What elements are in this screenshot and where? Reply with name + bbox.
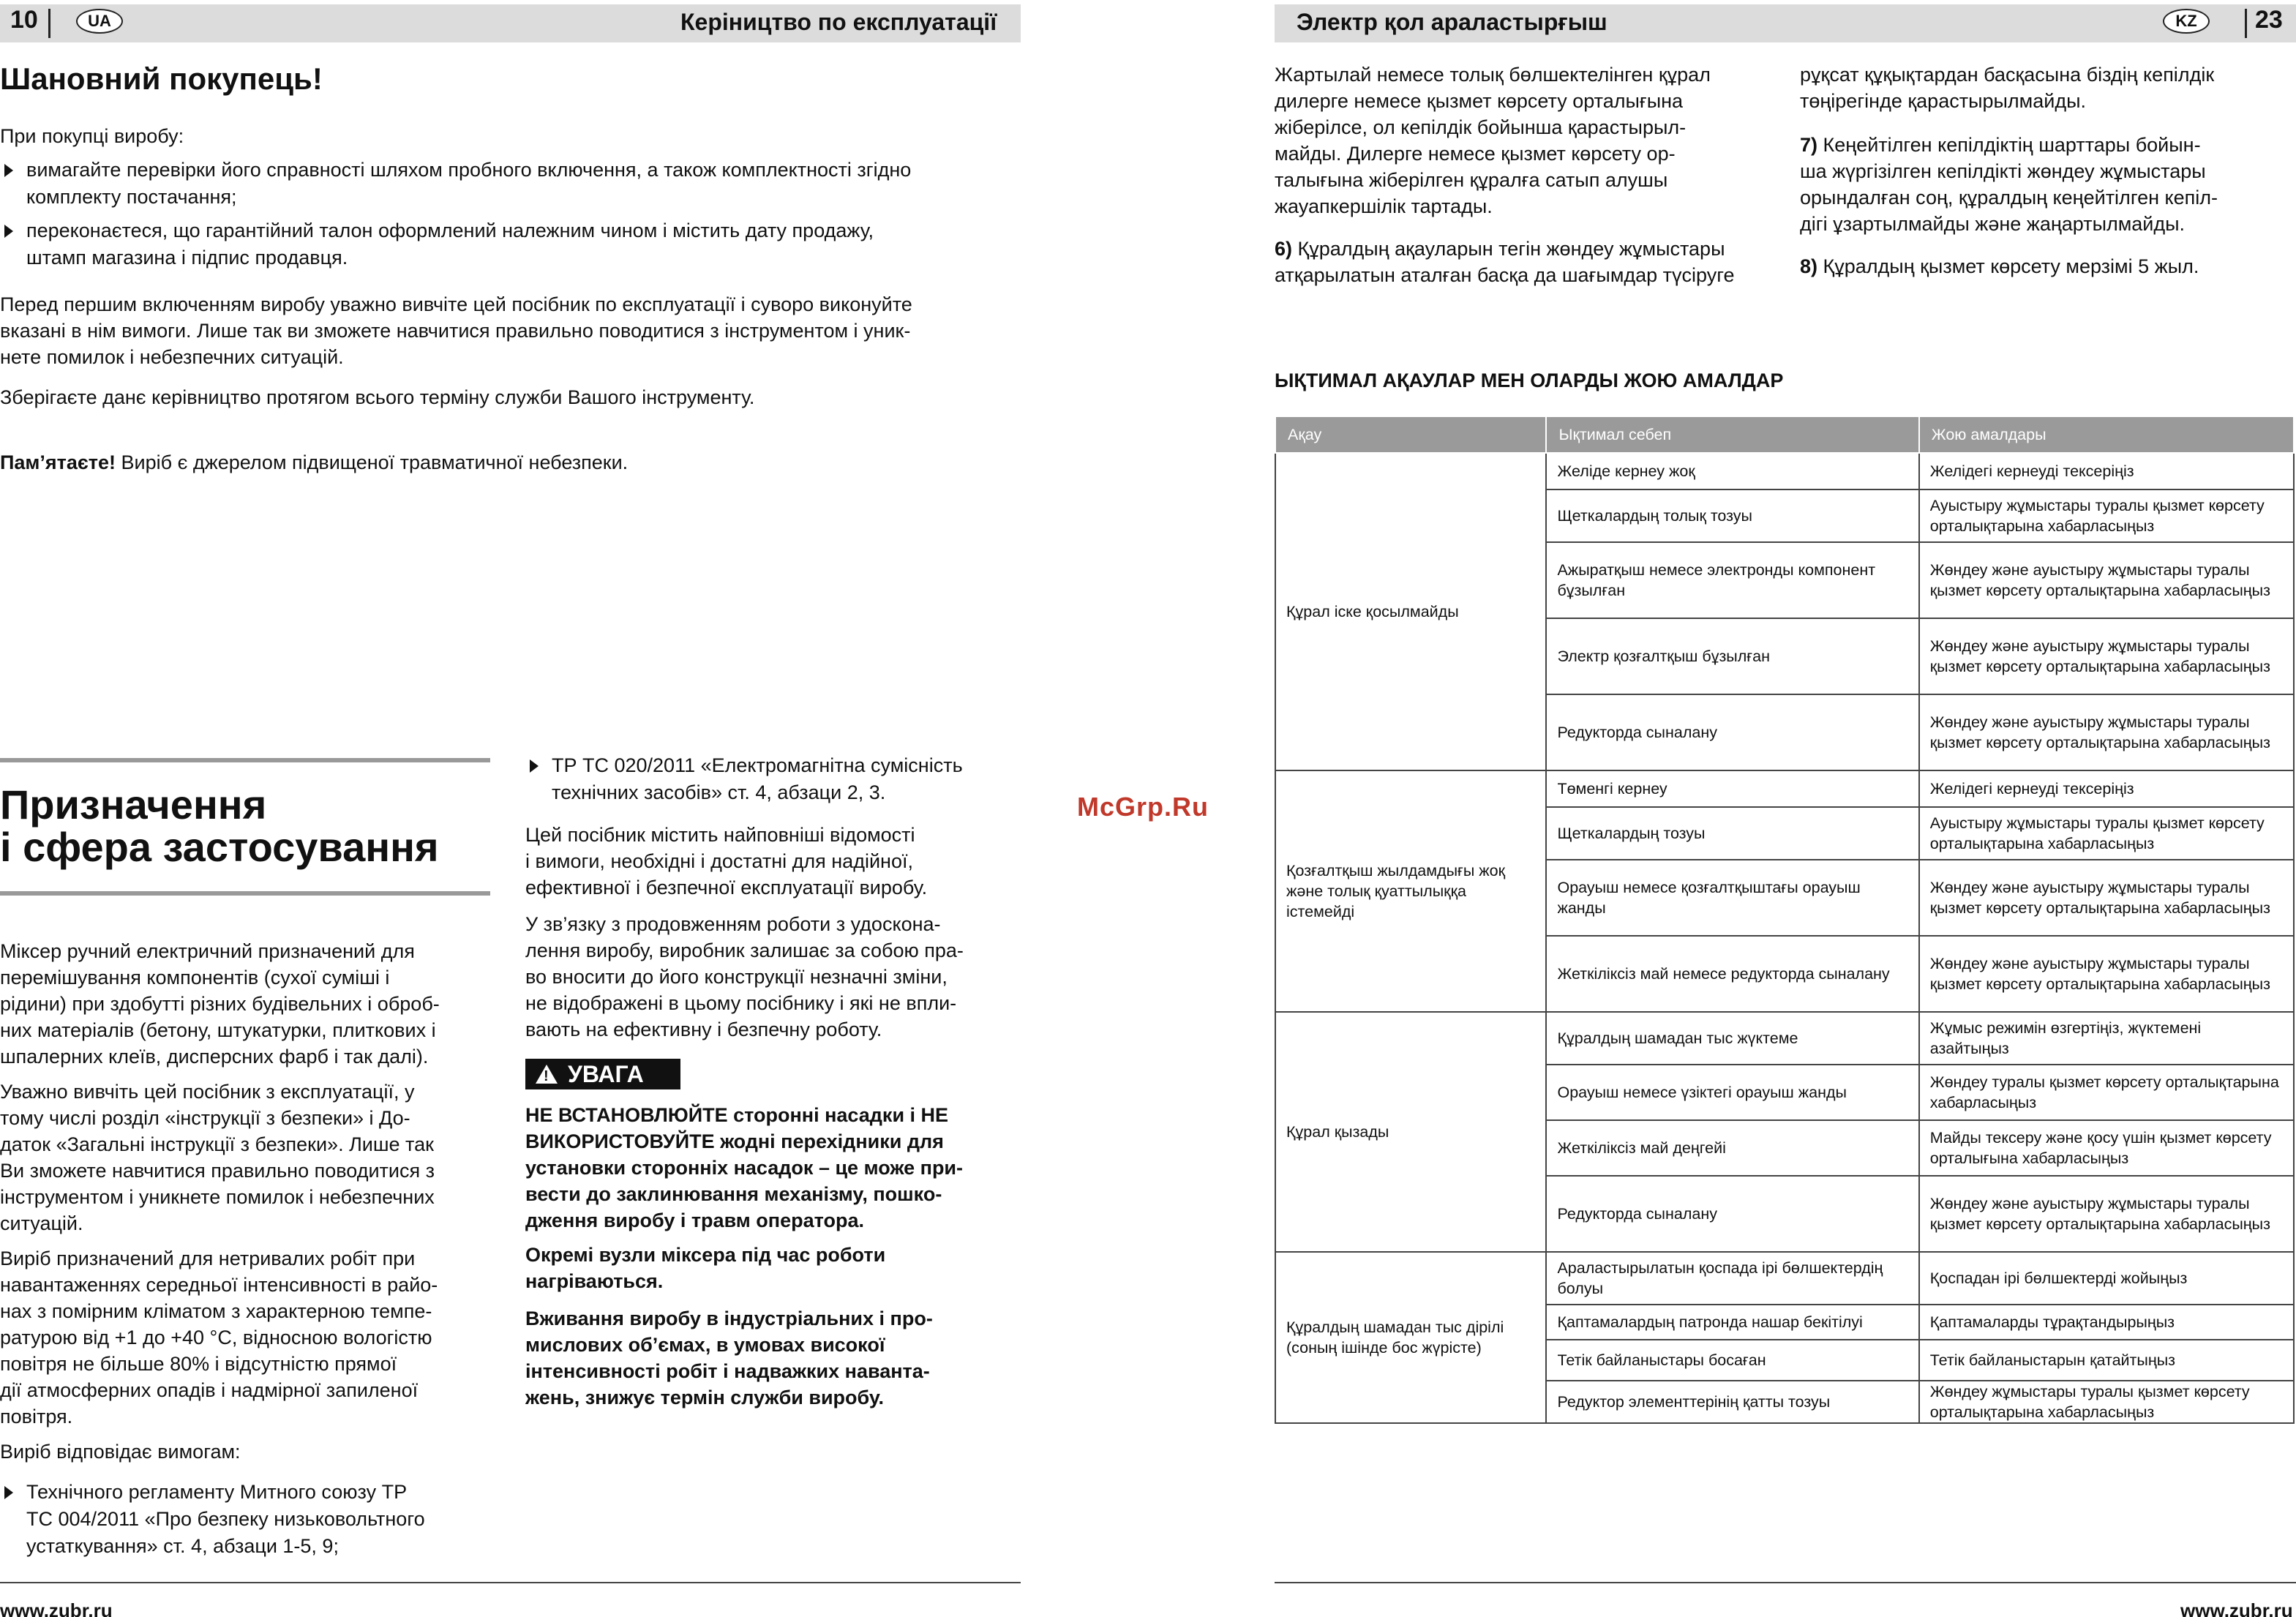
- remedy-cell: Желідегі кернеуді тексеріңіз: [1919, 770, 2294, 807]
- remedy-cell: Жұмыс режимін өзгертіңіз, жүктемені азайтыңыз: [1919, 1012, 2294, 1065]
- cause-cell: Орауыш немесе үзіктегі орауыш жанды: [1546, 1065, 1918, 1120]
- right-header-divider: [2245, 9, 2247, 38]
- right-page-number: 23: [2255, 6, 2283, 34]
- troubleshooting-title: ЫҚТИМАЛ АҚАУЛАР МЕН ОЛАРДЫ ЖОЮ АМАЛДАР: [1275, 369, 1784, 391]
- warning-heat-text: Окремі вузли міксера під час роботи нагріваються.: [525, 1244, 886, 1292]
- warning-icon: !: [536, 1065, 558, 1084]
- warning-badge: ! УВАГА: [525, 1059, 680, 1089]
- left-header-divider: [48, 9, 50, 38]
- cause-cell: Электр қозғалтқыш бұзылған: [1546, 618, 1918, 694]
- left-header-title: Керіництво по експлуатації: [680, 9, 997, 35]
- intro-text: При покупці виробу:: [0, 125, 184, 147]
- regulation-bullet: ТР ТС 020/2011 «Електромагнітна сумісність технічних засобів» ст. 4, абзаци 2, 3.: [525, 752, 1021, 806]
- purpose-paragraph: Міксер ручний електричний призначений для перемішування компонентів (сухої суміші і рідини) при здобутті різних будівельних і оброб- них матеріалів (бетону, штукатурки, плиткових і шпалерних клеїв, дисперсних фарб і так далі).: [0, 940, 440, 1068]
- column-header: Ақау: [1275, 416, 1546, 453]
- left-lang-badge: UA: [76, 9, 123, 34]
- manual-info-paragraph: Цей посібник містить найповніші відомості і вимоги, необхідні і достатні для надійної, ефективної і безпечної експлуатації виробу.: [525, 824, 928, 898]
- cause-cell: Жеткіліксіз май деңгейі: [1546, 1120, 1918, 1176]
- right-lang-badge: KZ: [2163, 9, 2210, 34]
- left-footer-url[interactable]: www.zubr.ru: [0, 1599, 113, 1617]
- fault-cell: Құрал іске қосылмайды: [1275, 453, 1546, 770]
- table-row: [1275, 1012, 2294, 1065]
- improvement-paragraph: У зв’язку з продовженням роботи з удоскона- лення виробу, виробник залишає за собою пра- во вносити до його конструкції незначні зміни, не відображені в цьому посібнику і які не впли- вають на ефективну і безпечну роботу.: [525, 913, 964, 1040]
- cause-cell: Желіде кернеу жоқ: [1546, 453, 1918, 489]
- table-row: [1275, 453, 2294, 489]
- cause-cell: Қаптамалардың патронда нашар бекітілуі: [1546, 1305, 1918, 1340]
- cause-cell: Араластырылатын қоспада ірі бөлшектердің болуы: [1546, 1252, 1918, 1305]
- table-header-row: [1275, 416, 2294, 453]
- remedy-cell: Жөндеу және ауыстыру жұмыстары туралы қызмет көрсету орталықтарына хабарласыңыз: [1919, 860, 2294, 936]
- cause-cell: Щеткалардың тозуы: [1546, 807, 1918, 860]
- cause-cell: Орауыш немесе қозғалтқыштағы орауыш жанды: [1546, 860, 1918, 936]
- right-header-title: Электр қол араластырғыш: [1297, 9, 1607, 35]
- bullet-icon: [4, 225, 13, 238]
- remedy-cell: Жөндеу және ауыстыру жұмыстары туралы қызмет көрсету орталықтарына хабарласыңыз: [1919, 936, 2294, 1012]
- cause-cell: Редуктор элементтерінің қатты тозуы: [1546, 1381, 1918, 1423]
- paragraph-before-use: Перед першим включенням виробу уважно вивчіте цей посібник по експлуатації і суворо виконуйте вказані в нім вимоги. Лише так ви зможете навчитися правильно поводитися з інструментом і уник- нете помилок і небезпечних ситуацій.: [0, 293, 912, 368]
- fault-cell: Құралдың шамадан тыс дірілі (соның ішінде бос жүрісте): [1275, 1252, 1546, 1423]
- study-paragraph: Уважно вивчіть цей посібник з експлуатації, у тому числі розділ «інструкції з безпеки» і До- даток «Загальні інструкції з безпеки». Лише так Ви зможете навчитися правильно поводитися з інструментом і уникнете помилок і небезпечних ситуацій.: [0, 1081, 435, 1234]
- greeting-heading: Шановний покупець!: [0, 61, 323, 96]
- cause-cell: Щеткалардың толық тозуы: [1546, 489, 1918, 542]
- remedy-cell: Жөндеу туралы қызмет көрсету орталықтарына хабарласыңыз: [1919, 1065, 2294, 1120]
- warranty-item-6: 6) Құралдың ақауларын тегін жөндеу жұмыстары атқарылатын аталған басқа да шағымдар түсіруге: [1275, 238, 1735, 286]
- bullet-icon: [530, 759, 539, 773]
- remedy-cell: Жөндеу және ауыстыру жұмыстары туралы қызмет көрсету орталықтарына хабарласыңыз: [1919, 542, 2294, 618]
- remedy-cell: Желідегі кернеуді тексеріңіз: [1919, 453, 2294, 489]
- section-title: Призначення і сфера застосування: [0, 781, 439, 870]
- remedy-cell: Қоспадан ірі бөлшектерді жойыңыз: [1919, 1252, 2294, 1305]
- section-rule-top: [0, 758, 490, 762]
- remedy-cell: Майды тексеру және қосу үшін қызмет көрсету орталығына хабарласыңыз: [1919, 1120, 2294, 1176]
- warning-industrial-text: Вживання виробу в індустріальних і про- мислових об’ємах, в умовах високої інтенсивності робіт і надважких наванта- жень, знижує термін служби виробу.: [525, 1308, 933, 1408]
- regulation-bullet: Технічного регламенту Митного союзу ТР ТС 004/2011 «Про безпеку низьковольтного устаткування» ст. 4, абзаци 1-5, 9;: [0, 1479, 492, 1560]
- bullet-item: вимагайте перевірки його справності шляхом пробного включення, а також комплектності згідно комплекту постачання;: [0, 157, 1021, 211]
- warranty-continued: рұқсат құқықтардан басқасына біздің кепілдік төңірегінде қарастырылмайды.: [1800, 64, 2215, 112]
- remedy-cell: Жөндеу жұмыстары туралы қызмет көрсету орталықтарына хабарласыңыз: [1919, 1381, 2294, 1423]
- cause-cell: Тетік байланыстары босаған: [1546, 1340, 1918, 1381]
- remedy-cell: Қаптамаларды тұрақтандырыңыз: [1919, 1305, 2294, 1340]
- cause-cell: Ажыратқыш немесе электронды компонент бұзылған: [1546, 542, 1918, 618]
- cause-cell: Төменгі кернеу: [1546, 770, 1918, 807]
- troubleshooting-table: [1275, 416, 2295, 1424]
- cause-cell: Жеткіліксіз май немесе редукторда сыналану: [1546, 936, 1918, 1012]
- cause-cell: Редукторда сыналану: [1546, 694, 1918, 770]
- remedy-cell: Жөндеу және ауыстыру жұмыстары туралы қызмет көрсету орталықтарына хабарласыңыз: [1919, 1176, 2294, 1252]
- right-footer-rule: [1275, 1582, 2296, 1583]
- column-header: Жою амалдары: [1919, 416, 2294, 453]
- right-footer-url[interactable]: www.zubr.ru: [2180, 1599, 2293, 1617]
- remedy-cell: Жөндеу және ауыстыру жұмыстары туралы қызмет көрсету орталықтарына хабарласыңыз: [1919, 694, 2294, 770]
- conditions-paragraph: Виріб призначений для нетривалих робіт при навантаженнях середньої інтенсивності в райо- нах з помірним кліматом з характерною темпе- ратурою від +1 до +40 °С, відносною вологістю повітря не більше 80% і відсутністю прямої дії атмосферних опадів і надмірної запиленої повітря.: [0, 1248, 438, 1427]
- warranty-paragraph: Жартылай немесе толық бөлшектелінген құрал дилерге немесе қызмет көрсету орталығына жіберілсе, ол кепілдік бойынша қарастырыл- майды. Дилерге немесе қызмет көрсету ор- талығына жіберілген құралға сатып алушы жауапкершілік тартады.: [1275, 64, 1711, 217]
- warranty-item-8: 8) Құралдың қызмет көрсету мерзімі 5 жыл.: [1800, 255, 2199, 277]
- remedy-cell: Ауыстыру жұмыстары туралы қызмет көрсету орталықтарына хабарласыңыз: [1919, 489, 2294, 542]
- table-row: [1275, 770, 2294, 807]
- watermark-text: McGrp.Ru: [1077, 792, 1209, 822]
- remedy-cell: Ауыстыру жұмыстары туралы қызмет көрсету орталықтарына хабарласыңыз: [1919, 807, 2294, 860]
- paragraph-keep-manual: Зберігаєте данє керівництво протягом всього терміну служби Вашого інструменту.: [0, 386, 755, 408]
- bullet-item: переконаєтеся, що гарантійний талон оформлений належним чином і містить дату продажу, штамп магазина і підпис продавця.: [0, 217, 1021, 271]
- cause-cell: Редукторда сыналану: [1546, 1176, 1918, 1252]
- bullet-icon: [4, 1486, 13, 1499]
- fault-cell: Қозғалтқыш жылдамдығы жоқ және толық қуаттылыққа істемейді: [1275, 770, 1546, 1012]
- remember-note: Пам’ятаєте! Виріб є джерелом підвищеної травматичної небезпеки.: [0, 451, 629, 473]
- warning-text: НЕ ВСТАНОВЛЮЙТЕ сторонні насадки і НЕ ВИКОРИСТОВУЙТЕ жодні перехідники для установки сторонніх насадок – це може при- вести до заклинювання механізму, пошко- дження виробу і травм оператора.: [525, 1104, 964, 1231]
- left-footer-rule: [0, 1582, 1021, 1583]
- table-row: [1275, 1252, 2294, 1305]
- section-rule-bottom: [0, 891, 490, 896]
- bullet-icon: [4, 164, 13, 177]
- fault-cell: Құрал қызады: [1275, 1012, 1546, 1252]
- cause-cell: Құралдың шамадан тыс жүктеме: [1546, 1012, 1918, 1065]
- warranty-item-7: 7) Кеңейтілген кепілдіктің шарттары бойын- ша жүргізілген кепілдікті жөндеу жұмыстары орындалған соң, құралдың кеңейтілген кепіл- дігі ұзартылмайды және жаңартылмайды.: [1800, 134, 2218, 235]
- remedy-cell: Жөндеу және ауыстыру жұмыстары туралы қызмет көрсету орталықтарына хабарласыңыз: [1919, 618, 2294, 694]
- left-page-number: 10: [10, 6, 38, 34]
- column-header: Ықтимал себеп: [1546, 416, 1918, 453]
- remedy-cell: Тетік байланыстарын қатайтыңыз: [1919, 1340, 2294, 1381]
- complies-text: Виріб відповідає вимогам:: [0, 1441, 241, 1463]
